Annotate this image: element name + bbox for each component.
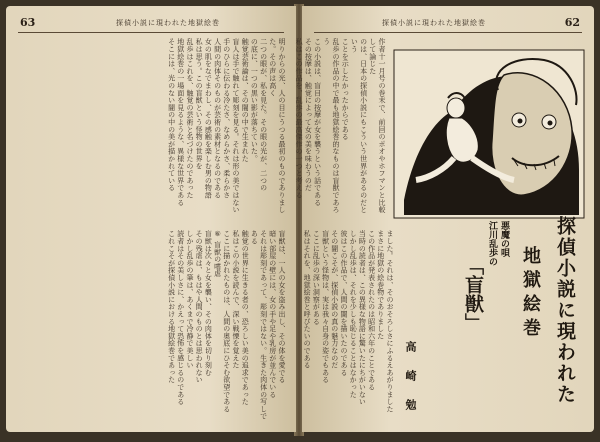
text-column: 地獄絵巻の一場面を見るような、異様な世界である: [176, 38, 185, 206]
text-column: それは彫刻であって、彫刻ではない。生きた肉体の写しである: [250, 230, 268, 420]
text-column: 触覚芸術論は、その闇の中で生まれた: [241, 38, 250, 163]
left-page: [6, 6, 296, 432]
text-column: ⑥ 盲獣の嗜虐: [213, 230, 222, 278]
text-column: 私はそれを、地獄絵巻と呼びたいのである: [303, 230, 312, 369]
text-column: その残虐は、もはや人間のものとは思われない: [195, 230, 204, 384]
text-column: 彼はこの作品で、人間の闇を描いたのである: [339, 230, 348, 376]
right-bottom-text-block: [303, 230, 394, 425]
article-title: 探偵小説に現われた: [554, 216, 576, 405]
text-column: ことを示したかったからである: [341, 38, 350, 141]
text-column: ここに描かれたものは、人間の奥底にひそむ欲望である: [222, 230, 231, 413]
right-page: [295, 6, 594, 432]
text-column: 明りからの光、人の目にうつる最初のものでありました。その声は高く: [268, 38, 286, 214]
text-column: そこには、光のない闇の中の美が描かれている: [167, 38, 176, 192]
text-column: 読者はその美しさに、かえって恐怖を感じるのである: [176, 230, 185, 406]
left-bottom-text-block: [18, 230, 286, 425]
text-column: 当時の読者は、この異様な物語に驚いたにちがいない: [358, 230, 367, 406]
demon-woman-illustration: [394, 50, 584, 218]
text-column: 乱歩はこれを、触覚の芸術と名づけたのであった: [185, 38, 194, 199]
text-column: 暗い部屋の壁には、女の手や足や乳房が並んでいる: [268, 230, 277, 398]
right-running-head: 探偵小説に現われた地獄絵巻: [382, 19, 486, 27]
text-column: 私は思う。この盲獣という怪物の世界を: [195, 38, 204, 170]
text-column: その按摩は、触覚によって女の美を味わうのだ: [304, 38, 313, 192]
text-column: 乱歩の作品の中で最も地獄絵巻的なものは盲獣であろう: [322, 38, 340, 214]
text-column: 私はこの作品を、乱歩の最高傑作の一つと考える: [295, 38, 304, 199]
left-page-number: 63: [20, 16, 36, 29]
text-column: 手のひらに伝わる冷たさ、なめらかさ、柔らかさ: [222, 38, 231, 199]
right-page-number: 62: [564, 16, 580, 29]
text-column: 触覚の世界に生きる者の、恐ろしい美の追求であった: [241, 230, 250, 406]
right-header-rule: [314, 32, 582, 33]
left-top-text-block: [18, 38, 286, 218]
text-column: のは、日本の探偵小説にもこういう世界があるのだという: [350, 38, 368, 214]
right-top-text-block: [295, 38, 386, 218]
text-column: 二つの眼が、私を見た。その眼の光が、二つの: [259, 38, 268, 192]
text-column: 女の肌をなでまわし、その感触を楽しむ男の物語: [204, 38, 213, 199]
text-column: 盲人は手で触れて彫刻を見る。それは形の美ではない: [231, 38, 240, 214]
text-column: 盲獣は、一人の女を盗み出し、その体を愛でる: [278, 230, 286, 384]
left-running-head: 探偵小説に現われた地獄絵巻: [116, 19, 220, 27]
text-column: この作品が発表されたのは昭和六年のことである: [367, 230, 376, 391]
article-title-sub: 地獄絵巻: [520, 246, 541, 342]
text-column: ここに乱歩の深い洞察がある: [312, 230, 321, 325]
work-author: 江川乱歩の: [487, 221, 497, 266]
text-column: 私はこの小説を読んで、深い戦慄を覚えた: [231, 230, 240, 369]
text-column: この小説は、盲目の按摩が女を襲うという話である: [313, 38, 322, 206]
text-column: ました。それは、そのおそろしさにふるえあがりました: [386, 230, 394, 413]
text-column: 盲獣は次々と女を襲い、その肉体を切り刻む: [204, 230, 213, 376]
work-title: 「盲獣」: [462, 256, 484, 332]
text-column: 盲獣という怪物は、実は我々自身の姿でもある: [321, 230, 330, 384]
text-column: その闇こそが、探偵小説の真の魅力なのだ: [330, 230, 339, 369]
text-column: 人間の肉体そのものが芸術の素材となるのである: [213, 38, 222, 199]
text-column: しかし乱歩の筆は、あくまで冷静で美しい: [185, 230, 194, 369]
left-header-rule: [18, 32, 284, 33]
author-name: 高崎勉: [404, 341, 417, 428]
text-column: 作者十一月号の巻末で、前回のポオやホフマンと比較して論じた: [368, 38, 386, 214]
text-column: しかし乱歩は、それを少しも恥じることはなかった: [349, 230, 358, 398]
text-column: まさに地獄の絵巻物でありました: [376, 230, 385, 340]
text-column: の底に、一つの黒い影が落ちていた。: [250, 38, 259, 163]
text-column: これこそが探偵小説における地獄絵巻であった: [167, 230, 176, 384]
subtitle-label: 悪魔の唄: [499, 221, 509, 257]
